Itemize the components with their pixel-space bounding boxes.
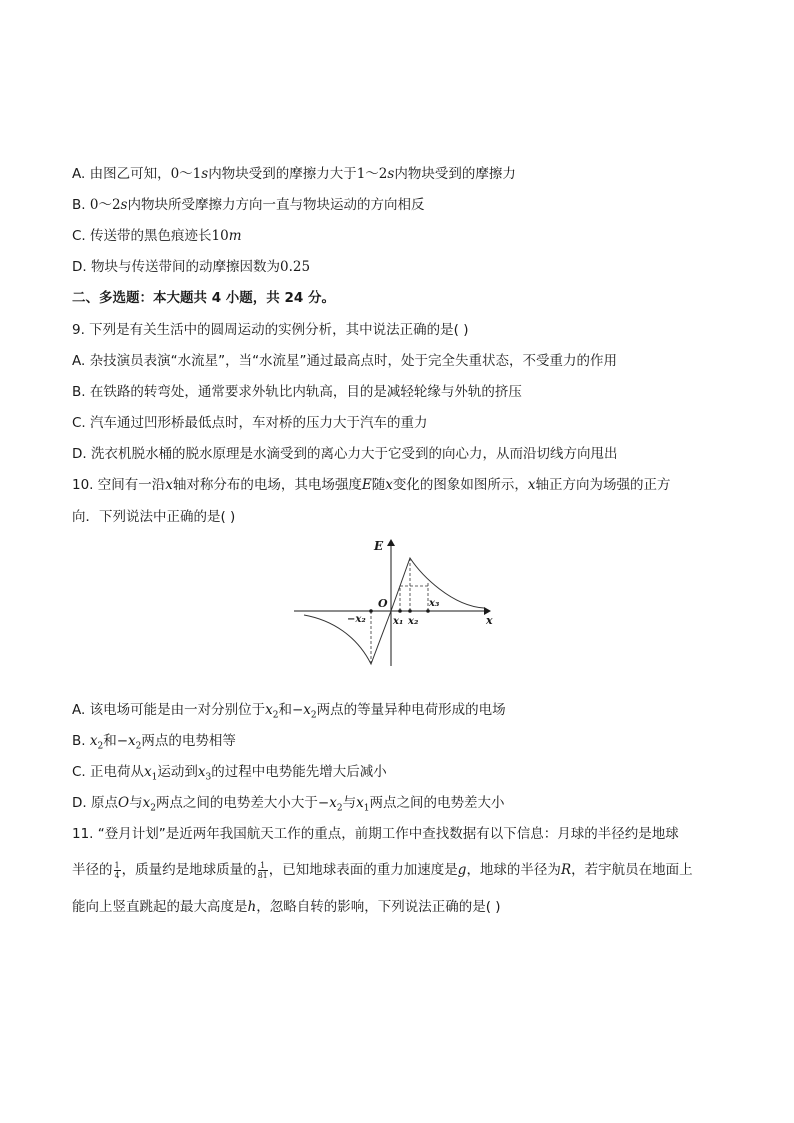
q8-option-c: C. 传送带的黑色痕迹长10m	[72, 228, 242, 244]
point-x1	[398, 609, 402, 613]
axis-label-e: E	[374, 539, 384, 553]
q11-stem-line2: 半径的 $\frac{1}{4}$ ，质量约是地球质量的 $\frac{1}{81}$ ，已知地球表面的重力加速度是g，地球的半径为R，若宇航员在地面上	[72, 860, 693, 880]
q8-option-d: D. 物块与传送带间的动摩擦因数为0.25	[72, 259, 311, 275]
label-x3: x₃	[429, 598, 440, 609]
q9-stem: 9. 下列是有关生活中的圆周运动的实例分析，其中说法正确的是( )	[72, 322, 469, 338]
q9-option-c: C. 汽车通过凹形桥最低点时，车对桥的压力大于汽车的重力	[72, 415, 428, 431]
q10-option-d: D. 原点O与$x_2$两点之间的电势差大小大于$-x_2$与$x_1$两点之间的电势差大小	[72, 795, 505, 814]
axis-label-x: x	[486, 614, 493, 627]
fraction-one-quarter: $\frac{1}{4}$	[114, 860, 120, 880]
q8-option-b: B. 0～2s内物块所受摩擦力方向一直与物块运动的方向相反	[72, 197, 425, 213]
label-x2: x₂	[408, 616, 419, 627]
fraction-one-81st: $\frac{1}{81}$	[257, 860, 268, 880]
label-x1: x₁	[393, 616, 404, 627]
q11-stem-line3: 能向上竖直跳起的最大高度是h，忽略自转的影响，下列说法正确的是( )	[72, 899, 501, 915]
point-x2	[408, 609, 412, 613]
section-heading-multiple-choice: 二、多选题：本大题共 4 小题，共 24 分。	[72, 290, 335, 306]
q9-option-b: B. 在铁路的转弯处，通常要求外轨比内轨高，目的是减轻轮缘与外轨的挤压	[72, 384, 522, 400]
label-neg-x2: −x₂	[347, 614, 366, 625]
q10-option-c: C. 正电荷从$x_1$运动到$x_3$的过程中电势能先增大后减小	[72, 764, 387, 783]
q8-option-a: A. 由图乙可知，0～1s内物块受到的摩擦力大于1～2s内物块受到的摩擦力	[72, 166, 516, 182]
q10-option-b: B. $x_2$和$-x_2$两点的电势相等	[72, 733, 236, 752]
point-x3	[426, 609, 430, 613]
q10-stem-line2: 向．下列说法中正确的是( )	[72, 509, 236, 525]
q9-option-a: A. 杂技演员表演“水流星”，当“水流星”通过最高点时，处于完全失重状态，不受重力的作用	[72, 353, 618, 369]
q11-stem-line1: 11. “登月计划”是近两年我国航天工作的重点，前期工作中查找数据有以下信息：月球的半径约是地球	[72, 826, 679, 842]
q9-option-d: D. 洗衣机脱水桶的脱水原理是水滴受到的离心力大于它受到的向心力，从而沿切线方向甩出	[72, 446, 618, 462]
origin-label: O	[378, 597, 388, 610]
efield-graph	[292, 536, 502, 668]
q10-stem-line1: 10. 空间有一沿x轴对称分布的电场，其电场强度E随x变化的图象如图所示，x轴正方向为场强的正方	[72, 477, 671, 493]
q10-option-a: A. 该电场可能是由一对分别位于$x_2$和$-x_2$两点的等量异种电荷形成的电场	[72, 702, 506, 721]
point-neg-x2	[369, 609, 373, 613]
